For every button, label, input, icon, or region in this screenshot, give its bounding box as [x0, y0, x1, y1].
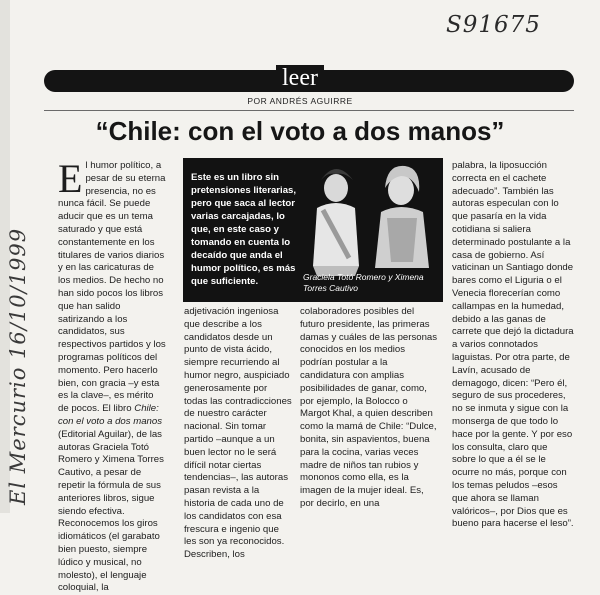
- article-column-4: [452, 160, 574, 531]
- article-column-2: [184, 306, 292, 562]
- article-headline: “Chile: con el voto a dos manos”: [95, 116, 505, 146]
- pullquote-text: Este es un libro sin pretensiones literarias, pero que saca al lector varias carcajadas, lo que, en este caso y tomando en cuenta lo decaído que anda el humor político, es más que suficiente.: [191, 172, 297, 287]
- drop-cap: E: [58, 156, 83, 201]
- section-title: [0, 63, 600, 93]
- column-2-text: adjetivación ingeniosa que describe a los candidatos desde un punto de vista ácido, siempre recurriendo al humor negro, auspiciado generosamente por todas las contradicciones de nuestro carácter nacional. Sin tomar partido –aunque a un buen lector no le será difícil notar ciertas tendencias–, las autoras pasan revista a la historia de cada uno de los candidatos con esa frescura e ingenio que les son ya reconocidos. Describen, los: [184, 306, 292, 561]
- newspaper-date-stamp: El Mercurio 16/10/1999: [6, 227, 30, 505]
- article-column-1: [58, 156, 166, 595]
- column-4-text: palabra, la liposucción correcta en el cachete adecuado”. También las autoras especulan con lo que pasaría en la vida cotidiana si saliera determinado postulante a la casa de gobierno. Así vaticinan un Santiago donde bares como el Liguria o el Venecia florecerían como callampas en la humedad, debido a las ganas de carrete que dejó la dictadura a varios connotados laguistas. Por otra parte, de Lavín, acusado de demagogo, dicen: “Pero él, seguro de sus procederes, no se inmuta y sigue con la monserga de que todo lo hace por la gente. Y por eso los consulta, claro que sobre lo que a él se le ocurre no más, porque con los temas peludos –esos que ahora se llaman valóricos–, por Dios que es bueno para hacerse el leso”.: [452, 160, 574, 530]
- book-title: Chile: con el voto a dos manos: [58, 403, 162, 427]
- article-column-3: [300, 306, 440, 511]
- pullquote-box: [183, 158, 443, 302]
- column-3-text: colaboradores posibles del futuro presidente, las primeras damas y cuáles de las personas conocidos en los medios podrían postular a la candidatura con amplias posibilidades de ganar, como, por ejemplo, la Bolocco o Margot Khal, a quien describen como la mamá de Chile: “Dulce, bonita, sin aspavientos, buena para la cocina, varias veces madre de niños tan rubios y mononos como ella, es la imagen de la mujer ideal. Es, por decirlo, en una: [300, 306, 438, 509]
- column-1-text-cont: (Editorial Aguilar), de las autoras Graciela Totó Romero y Ximena Torres Cautivo, a pesar de repetir la fórmula de sus anteriores libros, sigue siendo efectiva. Reconocemos los giros idiomáticos (el garabato bien puesto, siempre lúdico y musical, no molesto), el lenguaje coloquial, la: [58, 428, 164, 594]
- column-1-text: l humor político, a pesar de su eterna presencia, no es nunca fácil. Se puede aducir que es un tema saturado y que está constantemente en los titulares de varios diarios y en las caricaturas de los medios. De hecho no han sido pocos los libros que han salido satirizando a los candidatos, sus respectivos partidos y los programas políticos del momento. Pero hacerlo bien, con gracia –y esta es la clave–, es mérito de pocos. El libro: [58, 160, 166, 415]
- byline: POR ANDRÉS AGUIRRE: [247, 96, 353, 106]
- byline-rule: [44, 110, 574, 111]
- handwritten-archive-code: S91675: [446, 12, 541, 38]
- photo-caption: Graciela Totó Romero y Ximena Torres Cautivo: [303, 272, 424, 293]
- section-title-text: leer: [276, 65, 324, 91]
